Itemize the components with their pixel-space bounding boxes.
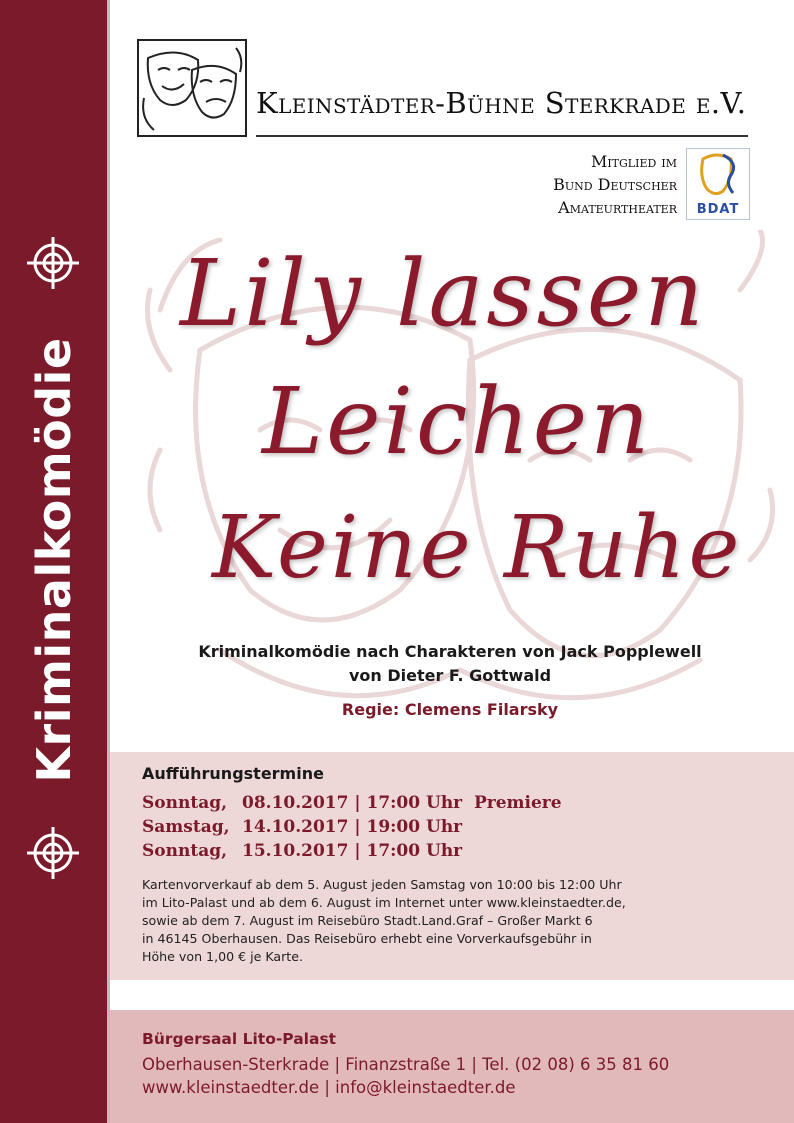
credits-author: von Dieter F. Gottwald — [348, 666, 552, 685]
ticket-info-line: Kartenvorverkauf ab dem 5. August jeden Samstag von 10:00 bis 12:00 Uhr — [142, 877, 622, 892]
bdat-mask-icon — [687, 149, 749, 201]
date-details: 14.10.2017 | 19:00 Uhr — [242, 817, 463, 837]
venue-panel — [110, 1010, 794, 1123]
ticket-info-line: in 46145 Oberhausen. Das Reisebüro erhebt eine Vorverkaufsgebühr in — [142, 931, 592, 946]
performance-dates-panel — [110, 752, 794, 980]
venue-contact: www.kleinstaedter.de | info@kleinstaedter.de — [142, 1078, 516, 1097]
crosshair-icon — [24, 234, 82, 292]
membership-line: Mitglied im — [590, 152, 677, 171]
bdat-logo-text: BDAT — [696, 202, 740, 217]
organization-name: Kleinstädter-Bühne Sterkrade e.V. — [256, 86, 747, 120]
theater-masks-logo — [136, 38, 248, 138]
date-row — [142, 841, 462, 861]
date-weekday: Sonntag, — [142, 793, 228, 813]
venue-address: Oberhausen-Sterkrade | Finanzstraße 1 | Tel. (02 08) 6 35 81 60 — [142, 1055, 670, 1074]
date-details: 15.10.2017 | 17:00 Uhr — [242, 841, 463, 861]
play-title-line-1: Lily lassen — [180, 240, 707, 347]
membership-line: Amateurtheater — [558, 198, 677, 217]
date-details: 08.10.2017 | 17:00 Uhr Premiere — [242, 793, 562, 813]
ticket-info-line: im Lito-Palast und ab dem 6. August im Internet unter www.kleinstaedter.de, — [142, 895, 626, 910]
membership-line: Bund Deutscher — [553, 175, 677, 194]
date-row — [142, 817, 462, 837]
date-weekday: Samstag, — [142, 817, 230, 837]
play-title-line-3: Keine Ruhe — [212, 498, 743, 598]
membership-note — [553, 150, 677, 219]
sidebar-genre-label: Kriminalkomödie — [27, 337, 81, 783]
dates-heading: Aufführungstermine — [142, 764, 324, 783]
director-credit: Regie: Clemens Filarsky — [341, 700, 559, 719]
play-title-line-2: Leichen — [262, 368, 653, 475]
venue-name: Bürgersaal Lito-Palast — [142, 1030, 337, 1048]
ticket-info — [142, 876, 762, 966]
bdat-logo — [686, 148, 750, 220]
ticket-info-line: Höhe von 1,00 € je Karte. — [142, 949, 303, 964]
ticket-info-line: sowie ab dem 7. August im Reisebüro Stadt.Land.Graf – Großer Markt 6 — [142, 913, 593, 928]
date-weekday: Sonntag, — [142, 841, 228, 861]
crosshair-icon — [24, 824, 82, 882]
date-row — [142, 793, 562, 813]
credits-line: Kriminalkomödie nach Charakteren von Jack Popplewell — [198, 642, 702, 661]
header-divider — [256, 135, 748, 137]
